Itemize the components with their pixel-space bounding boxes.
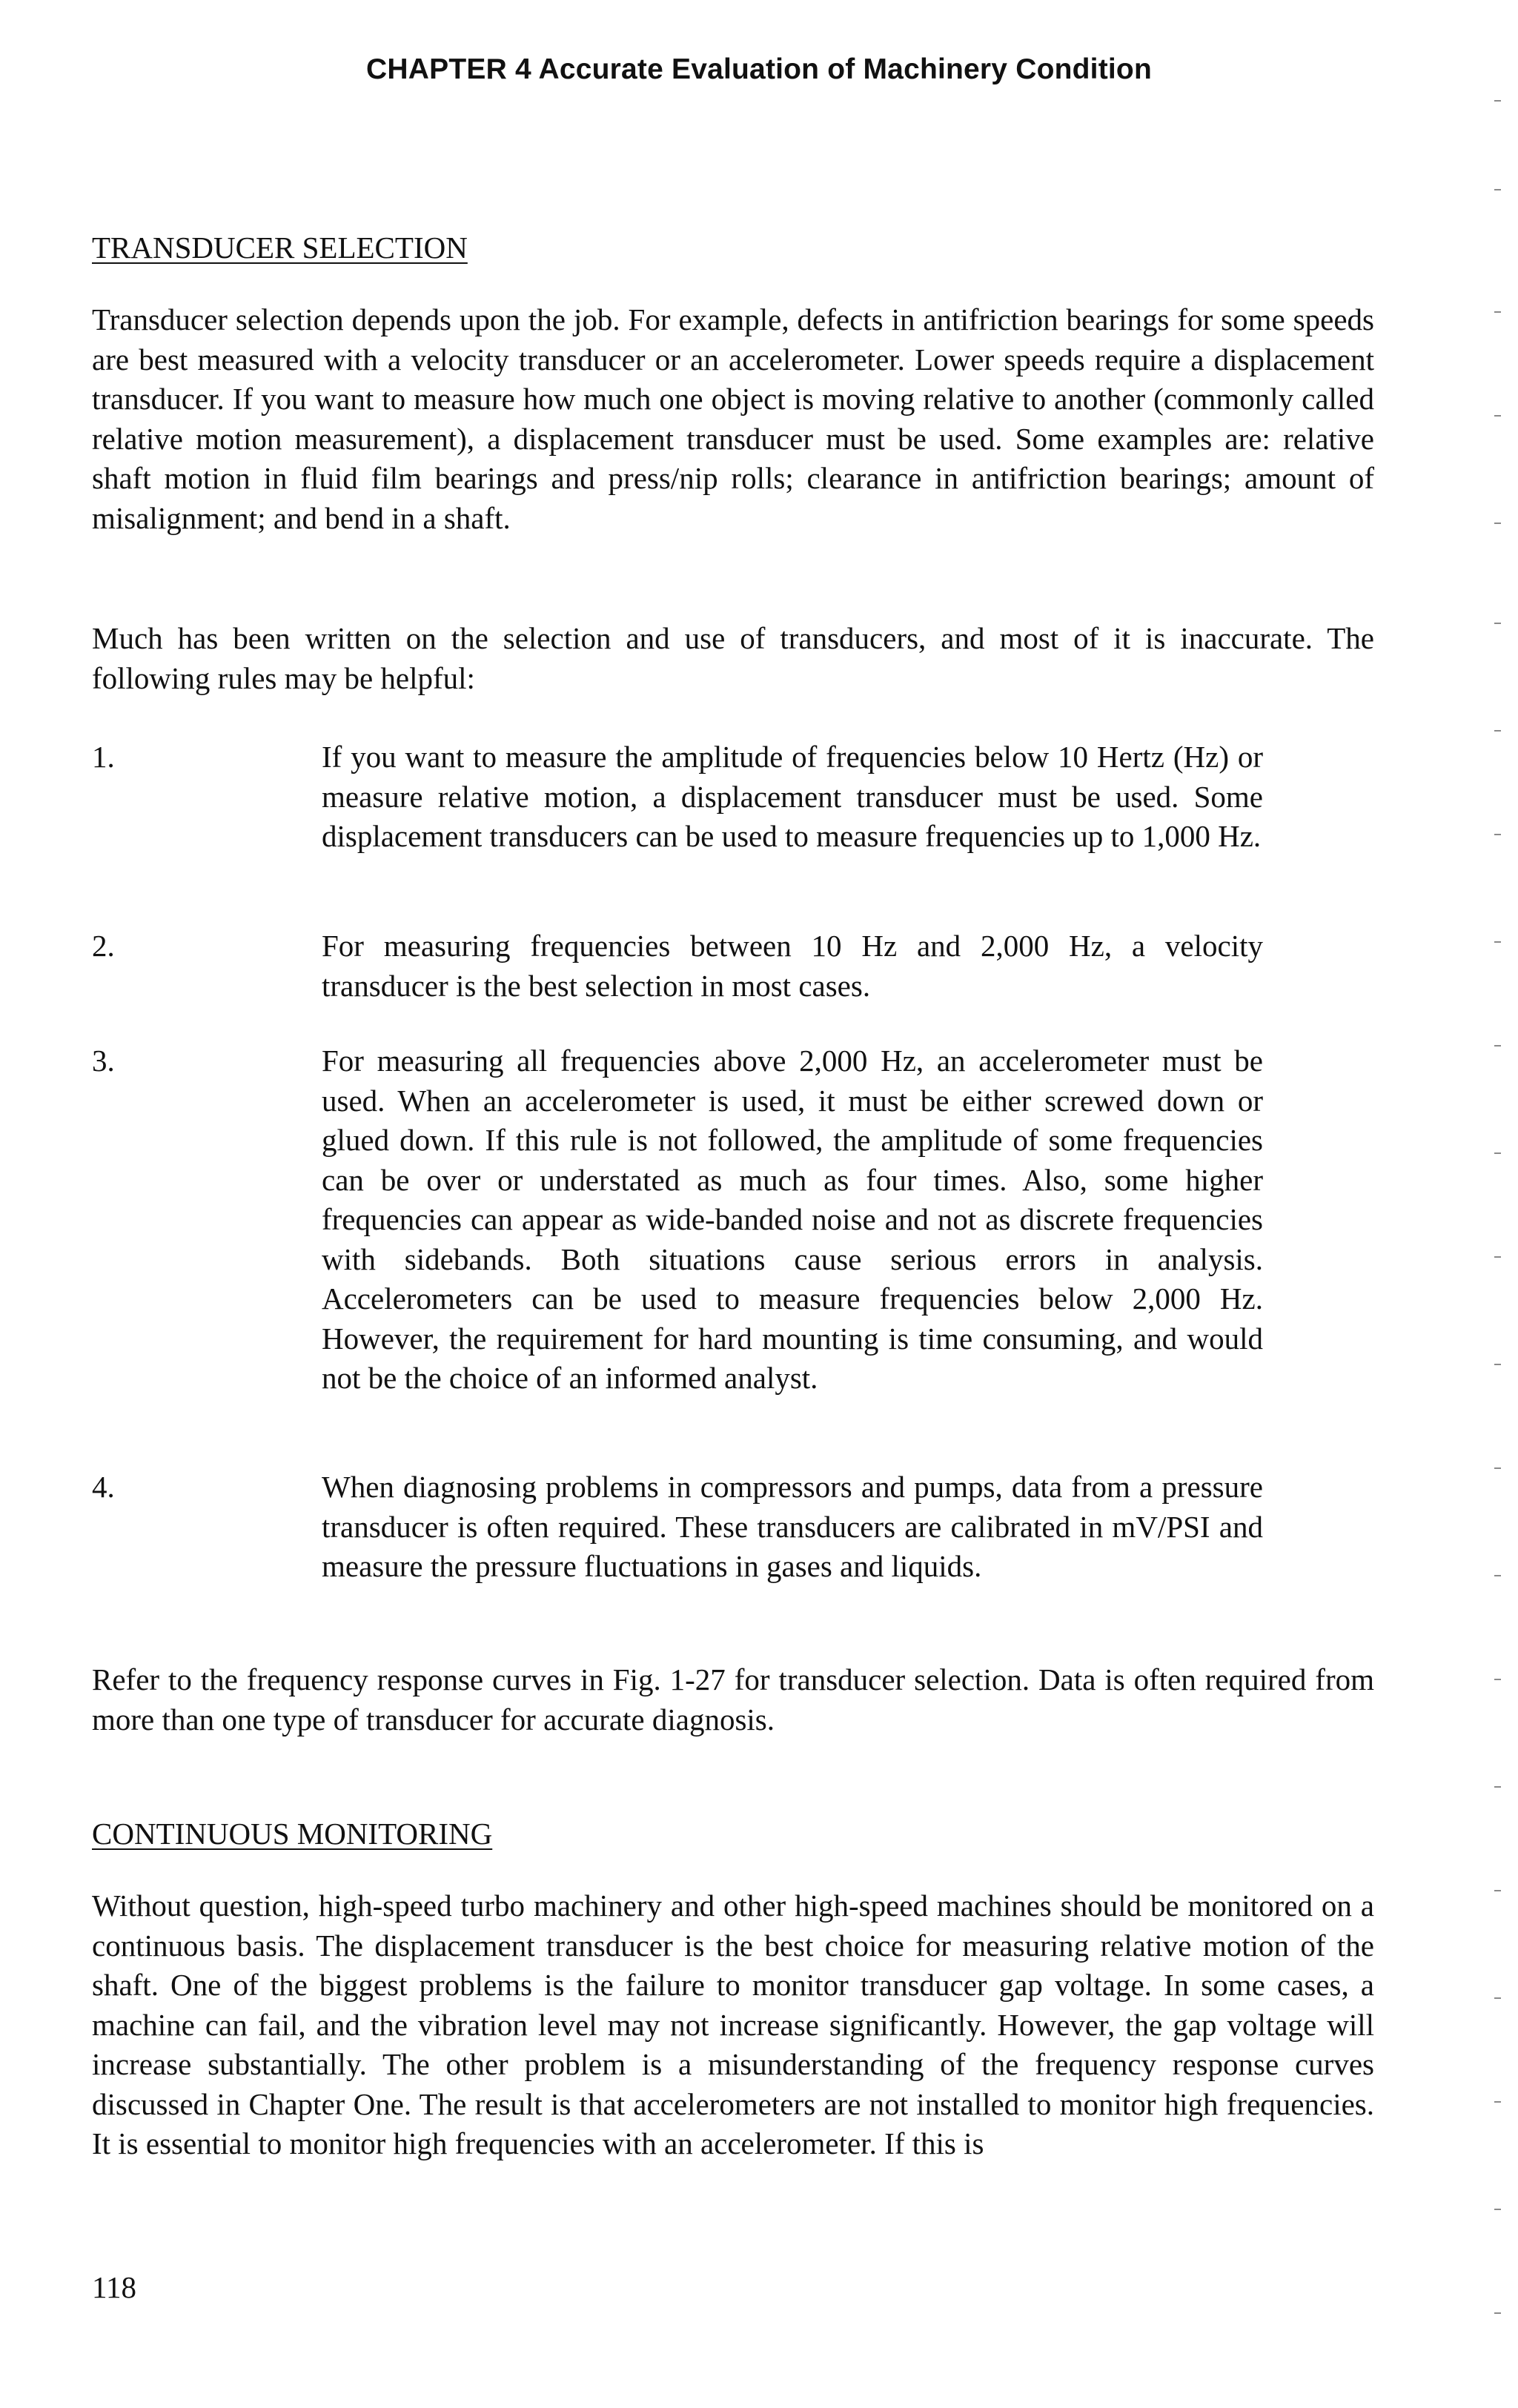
margin-tick xyxy=(1494,1575,1501,1576)
margin-tick xyxy=(1494,1045,1501,1047)
rule-number: 2. xyxy=(92,929,115,963)
margin-tick xyxy=(1494,100,1501,102)
rule-text: When diagnosing problems in compressors and pumps, data from a pressure transducer is often required. These transducers are calibrated in mV/PSI and measure the pressure fluctuations in gases and liquids. xyxy=(322,1470,1263,1583)
paragraph-transducer-intro: Transducer selection depends upon the job. For example, defects in antifriction bearings for some speeds are best measured with a velocity transducer or an accelerometer. Lower speeds require a displacement transducer. If you want to measure how much one object is moving relative to another (commonly called relative motion measurement), a displacement transducer must be used. Some examples are: relative shaft motion in fluid film bearings and press/nip rolls; clearance in antifriction bearings; amount of misalignment; and bend in a shaft. xyxy=(92,302,1374,535)
margin-tick xyxy=(1494,1152,1501,1154)
margin-tick xyxy=(1494,415,1501,417)
margin-tick xyxy=(1494,834,1501,835)
rule-text: For measuring all frequencies above 2,000 Hz, an accelerometer must be used. When an accelerometer is used, it must be either screwed down or glued down. If this rule is not followed, the amplitude of some frequencies can be over or understated as much as four times. Also, some higher frequencies can appear as wide-banded noise and not as discrete frequencies with sidebands. Both situations cause serious errors in analysis. Accelerometers can be used to measure frequencies below 2,000 Hz. However, the requirement for hard mounting is time consuming, and would not be the choice of an informed analyst. xyxy=(322,1044,1263,1395)
rule-number: 4. xyxy=(92,1470,115,1504)
rule-text: If you want to measure the amplitude of frequencies below 10 Hertz (Hz) or measure relative motion, a displacement transducer must be used. Some displacement transducers can be used to measure frequencies up to 1,000 Hz. xyxy=(322,740,1263,853)
margin-tick xyxy=(1494,1256,1501,1258)
paragraph-frequency-response-reference: Refer to the frequency response curves in Fig. 1-27 for transducer selection. Data is often required from more than one type of transducer for accurate diagnosis. xyxy=(92,1662,1374,1737)
running-head: CHAPTER 4 Accurate Evaluation of Machinery Condition xyxy=(366,53,1152,85)
margin-tick xyxy=(1494,189,1501,190)
margin-tick xyxy=(1494,1786,1501,1788)
margin-tick xyxy=(1494,2312,1501,2314)
section-heading-transducer-selection: TRANSDUCER SELECTION xyxy=(92,230,468,265)
margin-tick xyxy=(1494,1467,1501,1469)
rule-number: 1. xyxy=(92,740,115,774)
margin-tick xyxy=(1494,941,1501,943)
rule-number: 3. xyxy=(92,1044,115,1078)
page-number: 118 xyxy=(92,2270,136,2304)
margin-tick xyxy=(1494,1679,1501,1680)
margin-tick xyxy=(1494,730,1501,732)
paragraph-rules-intro: Much has been written on the selection and use of transducers, and most of it is inaccurate. The following rules may be helpful: xyxy=(92,621,1374,695)
margin-tick xyxy=(1494,523,1501,524)
margin-scan-marks xyxy=(1494,0,1509,2408)
margin-tick xyxy=(1494,1890,1501,1891)
section-heading-continuous-monitoring: CONTINUOUS MONITORING xyxy=(92,1817,493,1851)
margin-tick xyxy=(1494,1997,1501,1999)
margin-tick xyxy=(1494,2101,1501,2103)
margin-tick xyxy=(1494,623,1501,624)
margin-tick xyxy=(1494,311,1501,313)
margin-tick xyxy=(1494,2209,1501,2210)
paragraph-continuous-monitoring: Without question, high-speed turbo machinery and other high-speed machines should be monitored on a continuous basis. The displacement transducer is the best choice for measuring relative motion of the shaft. One of the biggest problems is the failure to monitor transducer gap voltage. In some cases, a machine can fail, and the vibration level may not increase significantly. However, the gap voltage will increase substantially. The other problem is a misunderstanding of the frequency response curves discussed in Chapter One. The result is that accelerometers are not installed to monitor high frequencies. It is essential to monitor high frequencies with an accelerometer. If this is xyxy=(92,1888,1374,2160)
margin-tick xyxy=(1494,1364,1501,1365)
rule-text: For measuring frequencies between 10 Hz and 2,000 Hz, a velocity transducer is the best selection in most cases. xyxy=(322,929,1263,1003)
